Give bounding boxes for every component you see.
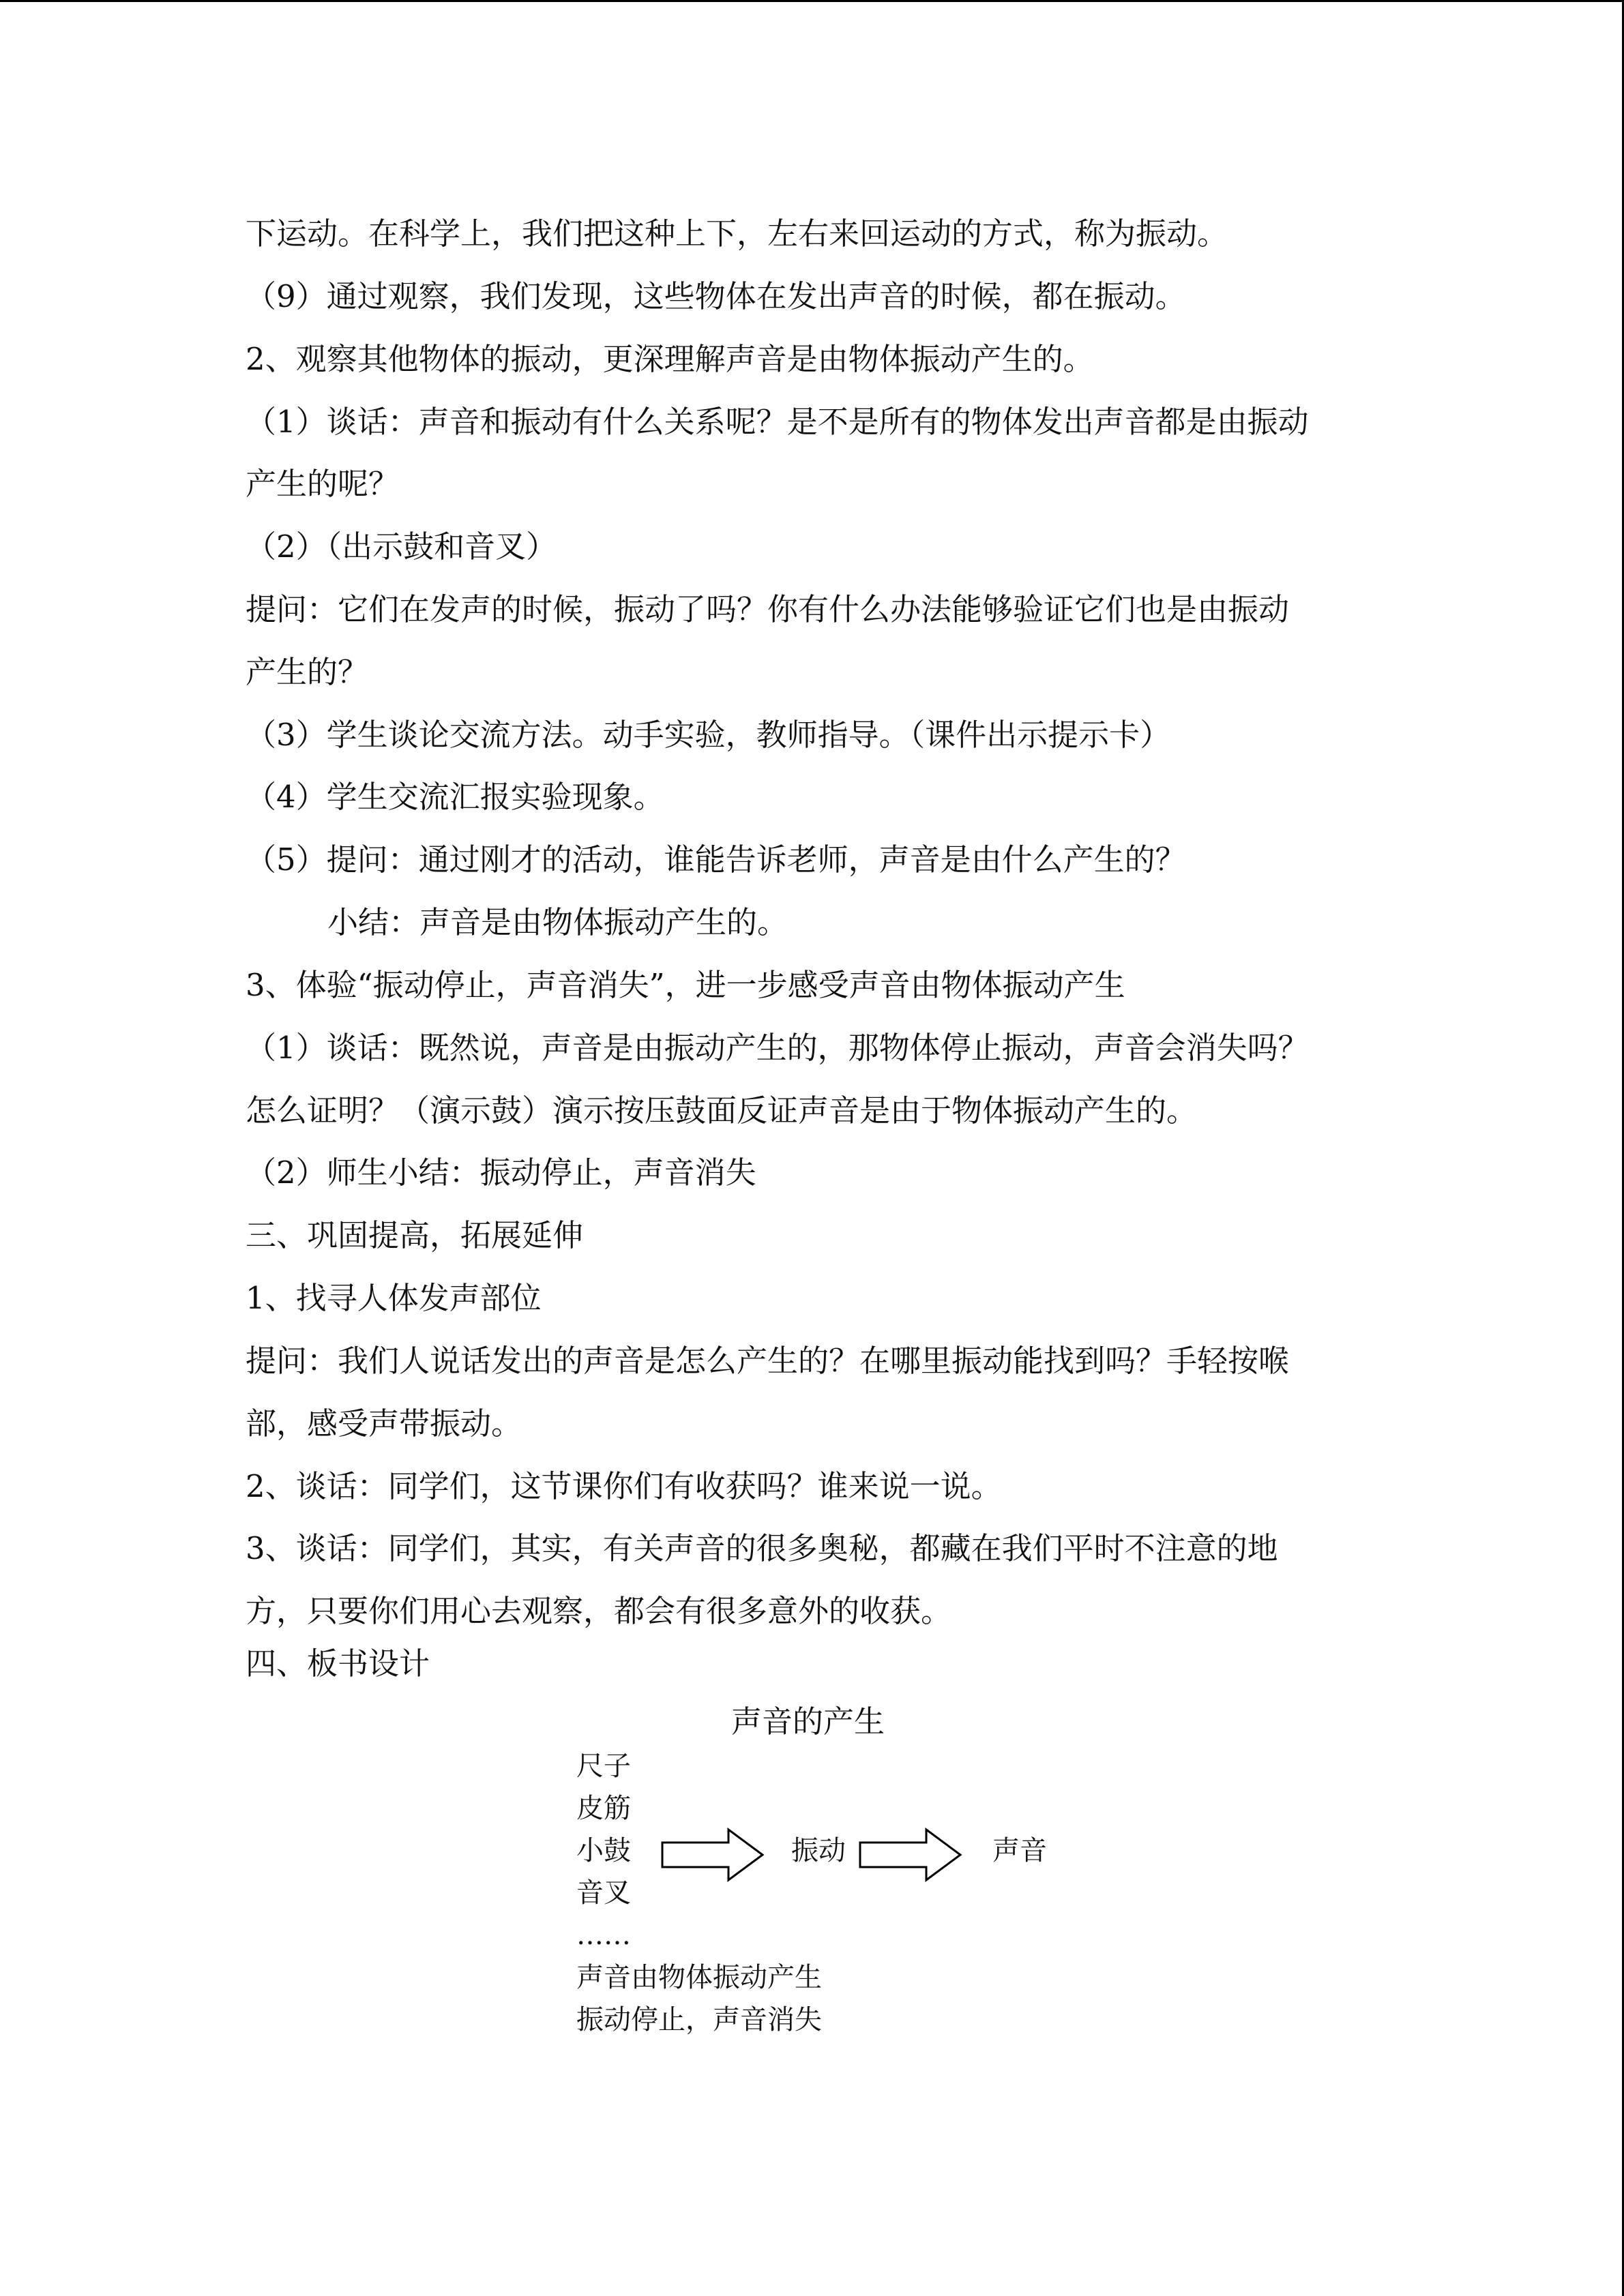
text-line: （2）师生小结：振动停止，声音消失 xyxy=(246,1154,756,1191)
board-result: 声音 xyxy=(992,1835,1047,1866)
text-line: 3、谈话：同学们，其实，有关声音的很多奥秘，都藏在我们平时不注意的地 xyxy=(246,1530,1278,1566)
board-middle: 振动 xyxy=(791,1835,846,1866)
text-line: 三、巩固提高，拓展延伸 xyxy=(246,1217,584,1253)
text-line: （1）谈话：既然说，声音是由振动产生的，那物体停止振动，声音会消失吗？ xyxy=(246,1030,1309,1066)
text-line: 产生的呢？ xyxy=(246,466,400,502)
text-line: （5）提问：通过刚才的活动，谁能告诉老师，声音是由什么产生的？ xyxy=(246,841,1186,878)
board-title: 声音的产生 xyxy=(731,1703,885,1740)
board-summary: 声音由物体振动产生 xyxy=(576,1962,822,1993)
board-item: 皮筋 xyxy=(576,1793,631,1824)
text-line: （3）学生谈论交流方法。动手实验，教师指导。（课件出示提示卡） xyxy=(246,717,1171,753)
right-arrow-icon xyxy=(660,1828,766,1882)
text-line: （9）通过观察，我们发现，这些物体在发出声音的时候，都在振动。 xyxy=(246,278,1186,314)
board-summary: 振动停止，声音消失 xyxy=(576,2004,822,2036)
board-item: 小鼓 xyxy=(576,1835,631,1866)
text-line: 提问：它们在发声的时候，振动了吗？你有什么办法能够验证它们也是由振动 xyxy=(246,591,1290,627)
text-line: 下运动。在科学上，我们把这种上下，左右来回运动的方式，称为振动。 xyxy=(246,215,1228,252)
text-line: 方，只要你们用心去观察，都会有很多意外的收获。 xyxy=(246,1593,952,1629)
page-top-border xyxy=(0,0,1624,2)
text-line: 怎么证明？（演示鼓）演示按压鼓面反证声音是由于物体振动产生的。 xyxy=(246,1092,1198,1129)
text-line: 2、谈话：同学们，这节课你们有收获吗？谁来说一说。 xyxy=(246,1468,1002,1504)
text-line: 2、观察其他物体的振动，更深理解声音是由物体振动产生的。 xyxy=(246,341,1094,377)
board-item: 尺子 xyxy=(576,1750,631,1782)
right-arrow-icon xyxy=(858,1828,964,1882)
text-line: （2）（出示鼓和音叉） xyxy=(246,528,557,565)
text-line: （1）谈话：声音和振动有什么关系呢？是不是所有的物体发出声音都是由振动 xyxy=(246,404,1309,440)
text-line: 3、体验“振动停止，声音消失”，进一步感受声音由物体振动产生 xyxy=(246,967,1125,1003)
text-line: 提问：我们人说话发出的声音是怎么产生的？在哪里振动能找到吗？手轻按喉 xyxy=(246,1343,1290,1379)
text-line: 小结：声音是由物体振动产生的。 xyxy=(327,904,788,940)
text-line: 部，感受声带振动。 xyxy=(246,1405,522,1442)
board-item: 音叉 xyxy=(576,1877,631,1909)
text-line: 1、找寻人体发声部位 xyxy=(246,1280,542,1316)
text-line: （4）学生交流汇报实验现象。 xyxy=(246,779,664,815)
text-line: 四、板书设计 xyxy=(246,1645,430,1682)
board-item: …… xyxy=(576,1920,631,1951)
text-line: 产生的？ xyxy=(246,654,369,690)
